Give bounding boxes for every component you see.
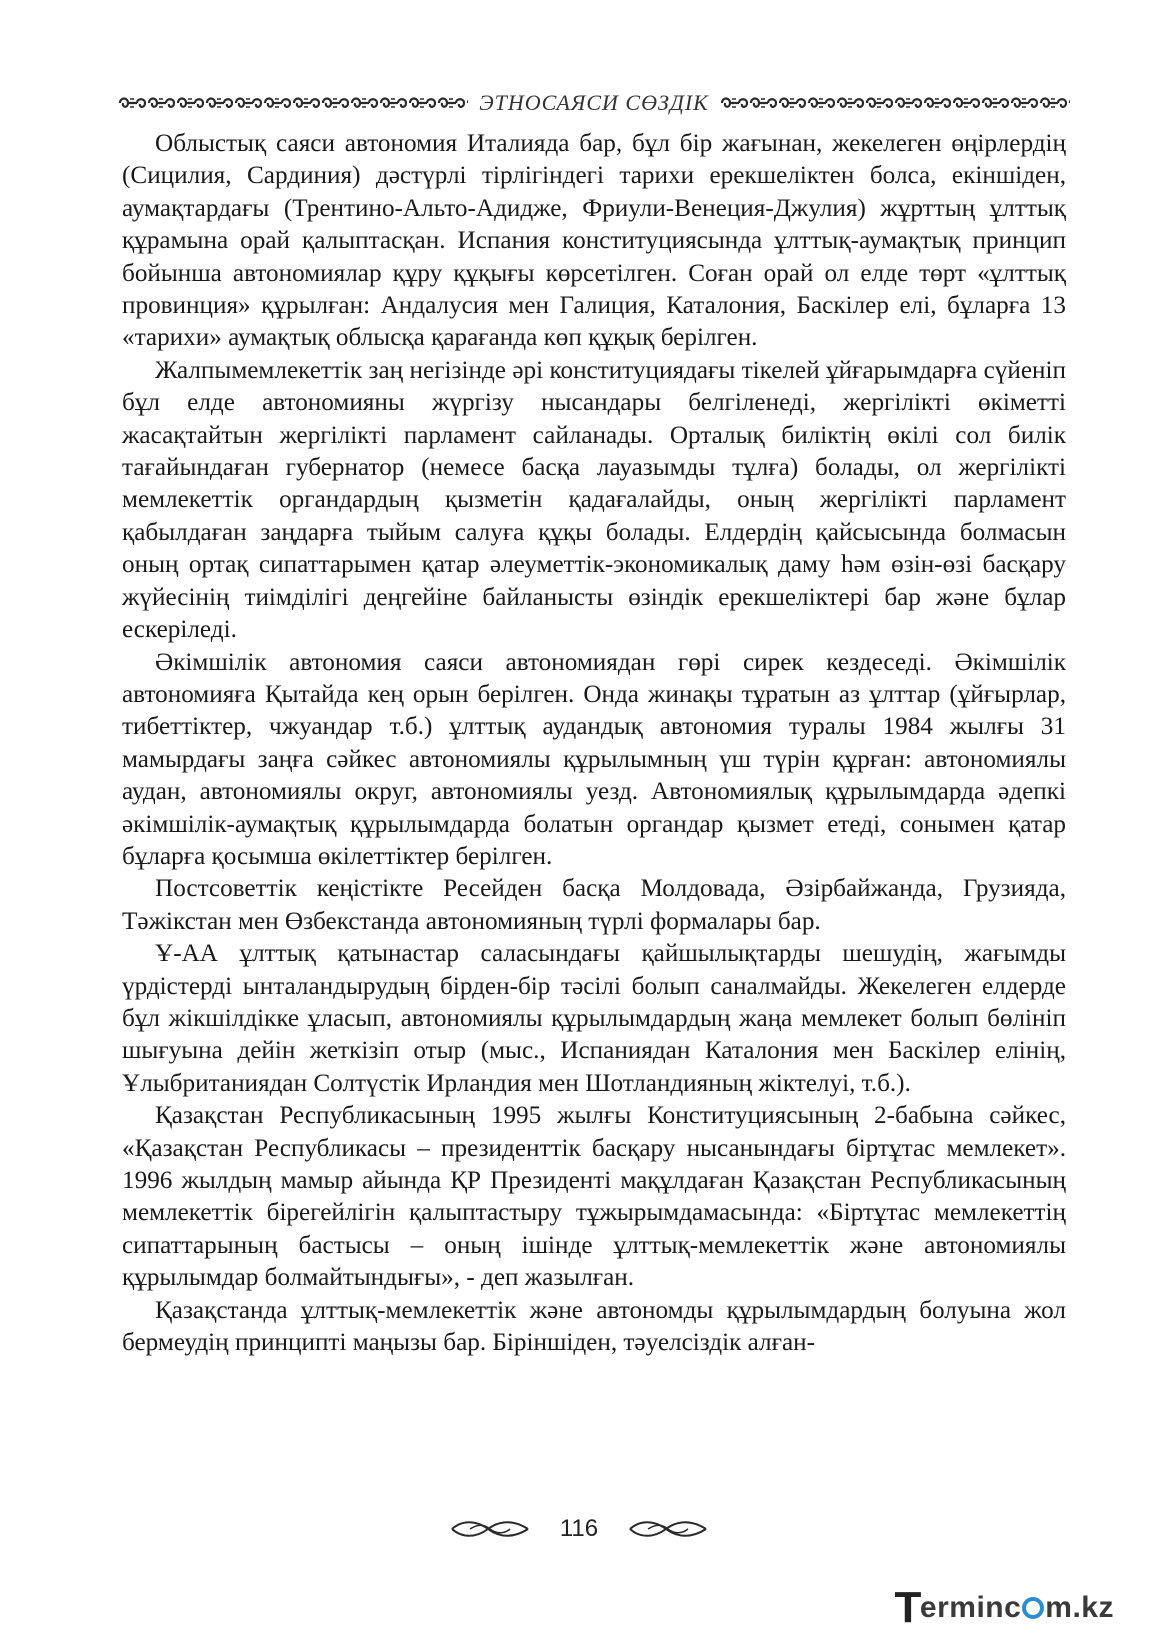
running-header <box>118 88 1070 118</box>
paragraph-post-soviet: Постсоветтік кеңістікте Ресейден басқа Молдовада, Әзірбайжанда, Грузияда, Тәжікстан мен Өзбекстанда автономияның түрлі формалары бар. <box>122 875 1066 935</box>
page-footer <box>0 1512 1158 1546</box>
page-number: 116 <box>559 1515 599 1542</box>
paragraph-kazakhstan-constitution: Қазақстан Республикасының 1995 жылғы Конституциясының 2-бабына сәйкес, «Қазақстан Республикасы – президенттік басқару нысанындағы біртұтас мемлекет». 1996 жылдың мамыр айында ҚР Президенті мақұлдаған Қазақстан Республикасының мемлекеттік бірегейлігін қалыптастыру тұжырымдамасында: «Біртұтас мемлекеттің сипаттарының бастысы – оның ішінде ұлттық-мемлекеттік және автономиялы құрылымдар болмайтындығы», - деп жазылған. <box>122 1102 1066 1292</box>
page-body <box>122 128 1066 1359</box>
watermark-part-1: erminc <box>919 1591 1022 1624</box>
paragraph-state-law: Жалпымемлекеттік заң негізінде әрі конституциядағы тікелей ұйғарымдарға сүйеніп бұл елде автономияны жүргізу нысандары белгіленеді, жергілікті өкіметті жасақтайтын жергілікті парламент сайланады. Орталық биліктің өкілі сол билік тағайындаған губернатор (немесе басқа лауазымды тұлға) болады, ол жергілікті мемлекеттік органдардың қызметін қадағалайды, оның жергілікті парламент қабылдаған заңдарға тыйым салуға құқы болады. Елдердің қайсысында болмасын оның ортақ сипаттарымен қатар әлеуметтік-экономикалық даму һәм өзін-өзі басқару жүйесінің тиімділігі деңгейіне байланысты өзіндік ерекшеліктері бар және бұлар ескеріледі. <box>122 356 1066 644</box>
paragraph-administrative-autonomy: Әкімшілік автономия саяси автономиядан гөрі сирек кездеседі. Әкімшілік автономияға Қытайда кең орын берілген. Онда жинақы тұратын аз ұлттар (ұйғырлар, тибеттіктер, чжуандар т.б.) ұлттық аудандық автономия туралы 1984 жылғы 31 мамырдағы заңға сәйкес автономиялы құрылымның үш түрін құрған: автономиялы аудан, автономиялы округ, автономиялы уезд. Автономиялық құрылымдарда әдепкі әкімшілік-аумақтық құрылымдарда болатын органдар қызмет етеді, сонымен қатар бұларға қосымша өкілеттіктер берілген. <box>122 648 1066 870</box>
watermark-letter-t: T <box>894 1583 922 1632</box>
paragraph-kazakhstan-principle: Қазақстанда ұлттық-мемлекеттік және автономды құрылымдардың болуына жол бермеудің принципті маңызы бар. Біріншіден, тәуелсіздік алған- <box>122 1296 1066 1357</box>
header-title: ЭТНОСАЯСИ СӨЗДІК <box>479 90 709 115</box>
scroll-flourish-left-icon <box>448 1518 532 1540</box>
watermark-logo <box>894 1583 1114 1632</box>
scroll-flourish-right-icon <box>626 1518 710 1540</box>
ornament-band-right-icon <box>720 94 1070 112</box>
watermark-part-2: m.kz <box>1045 1591 1114 1624</box>
ornament-band-left-icon <box>118 94 468 112</box>
paragraph-contradictions: Ұ-АА ұлттық қатынастар саласындағы қайшылықтарды шешудің, жағымды үрдістерді ынталандырудың бірден-бір тәсілі болып саналмайды. Жекелеген елдерде бұл жікшілдікке ұласып, автономиялы құрылымдардың жаңа мемлекет болып бөлініп шығуына дейін жеткізіп отыр (мыс., Испаниядан Каталония мен Баскілер елінің, Ұлыбританиядан Солтүстік Ирландия мен Шотландияның жіктелуі, т.б.). <box>122 940 1066 1097</box>
paragraph-autonomy-italy-spain: Облыстық саяси автономия Италияда бар, бұл бір жағынан, жекелеген өңірлердің (Сицилия, Сардиния) дәстүрлі тірлігіндегі тарихи ерекшеліктен болса, екіншіден, аумақтардағы (Трентино-Альто-Адидже, Фриули-Венеция-Джулия) жұрттың ұлттық құрамына орай қалыптасқан. Испания конституциясында ұлттық-аумақтық принцип бойынша автономиялар құру құқығы көрсетілген. Соған орай ол елде төрт «ұлттық провинция» құрылған: Андалусия мен Галиция, Каталония, Баскілер елі, бұларға 13 «тарихи» аумақтық облысқа қарағанда көп құқық берілген. <box>122 130 1066 352</box>
watermark-ring-icon <box>1022 1597 1044 1619</box>
